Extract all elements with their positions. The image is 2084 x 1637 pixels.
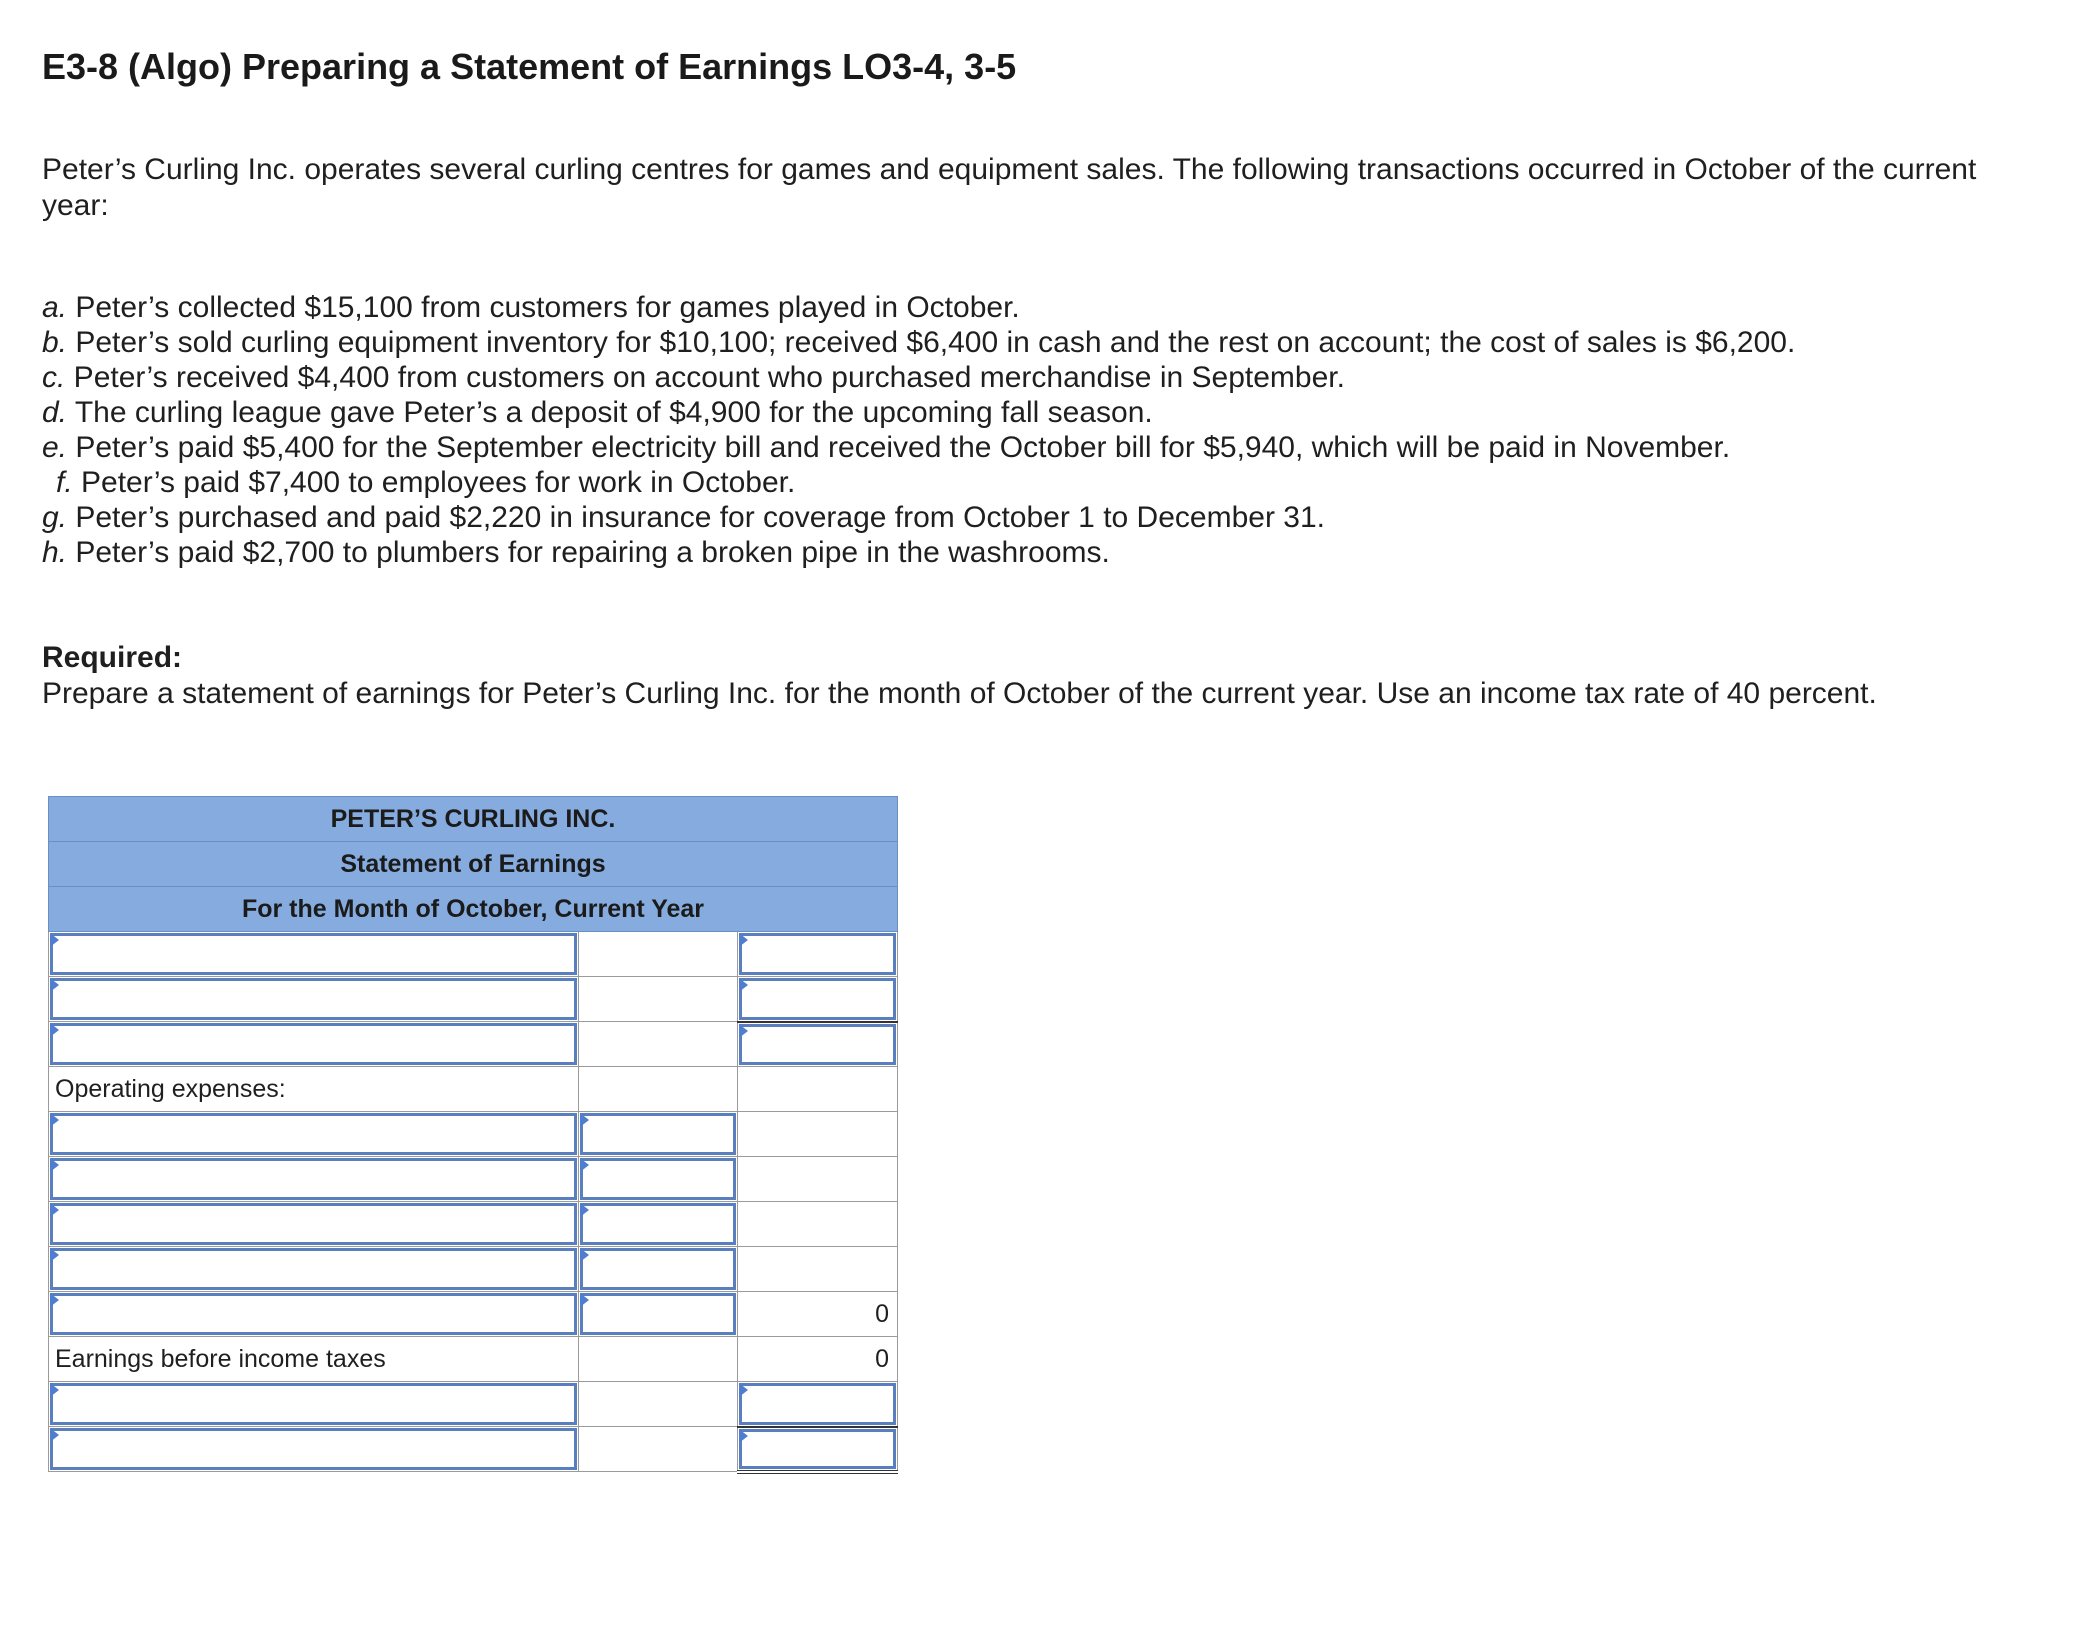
empty-cell xyxy=(738,1157,898,1202)
account-dropdown[interactable] xyxy=(49,932,579,977)
empty-cell xyxy=(579,932,738,977)
empty-cell xyxy=(738,1067,898,1112)
account-dropdown[interactable] xyxy=(49,1427,579,1472)
expense-row xyxy=(49,1292,898,1337)
empty-cell xyxy=(579,1382,738,1427)
empty-cell xyxy=(579,1337,738,1382)
transaction-item: g. Peter’s purchased and paid $2,220 in insurance for coverage from October 1 to December 31. xyxy=(42,501,1325,534)
operating-expenses-row xyxy=(49,1067,898,1112)
amount-input[interactable] xyxy=(579,1157,738,1202)
tax-row xyxy=(49,1382,898,1427)
empty-cell xyxy=(738,1247,898,1292)
account-dropdown[interactable] xyxy=(49,977,579,1022)
account-dropdown[interactable] xyxy=(49,1292,579,1337)
amount-input[interactable] xyxy=(579,1247,738,1292)
company-name: PETER’S CURLING INC. xyxy=(49,797,898,842)
transaction-item: b. Peter’s sold curling equipment inventory for $10,100; received $6,400 in cash and the rest on account; the cost of sales is $6,200. xyxy=(42,326,1796,359)
statement-period: For the Month of October, Current Year xyxy=(49,887,898,932)
transaction-item: h. Peter’s paid $2,700 to plumbers for repairing a broken pipe in the washrooms. xyxy=(42,536,1110,569)
transaction-item: a. Peter’s collected $15,100 from customers for games played in October. xyxy=(42,291,1020,324)
statement-header-row xyxy=(49,887,898,932)
problem-intro: Peter’s Curling Inc. operates several curling centres for games and equipment sales. The following transactions occurred in October of the current year: xyxy=(42,153,1977,222)
earnings-before-taxes-value: 0 xyxy=(738,1337,898,1382)
account-dropdown[interactable] xyxy=(49,1202,579,1247)
transaction-list xyxy=(42,290,1795,570)
statement-of-earnings-table xyxy=(48,796,898,1474)
revenue-row xyxy=(49,977,898,1022)
amount-input[interactable] xyxy=(738,977,898,1022)
amount-input[interactable] xyxy=(738,1427,898,1472)
amount-input[interactable] xyxy=(579,1202,738,1247)
amount-input[interactable] xyxy=(738,1382,898,1427)
required-text: Prepare a statement of earnings for Peter’s Curling Inc. for the month of October of the current year. Use an income tax rate of 40 percent. xyxy=(42,677,1877,710)
operating-expenses-label: Operating expenses: xyxy=(49,1067,579,1112)
empty-cell xyxy=(738,1112,898,1157)
statement-name: Statement of Earnings xyxy=(49,842,898,887)
empty-cell xyxy=(579,977,738,1022)
amount-input[interactable] xyxy=(579,1292,738,1337)
empty-cell xyxy=(579,1427,738,1472)
amount-input[interactable] xyxy=(738,1022,898,1067)
expense-row xyxy=(49,1112,898,1157)
expense-row xyxy=(49,1157,898,1202)
account-dropdown[interactable] xyxy=(49,1022,579,1067)
transaction-item: e. Peter’s paid $5,400 for the September electricity bill and received the October bill for $5,940, which will be paid in November. xyxy=(42,431,1731,464)
account-dropdown[interactable] xyxy=(49,1112,579,1157)
statement-header-row xyxy=(49,797,898,842)
account-dropdown[interactable] xyxy=(49,1247,579,1292)
problem-title: E3-8 (Algo) Preparing a Statement of Earnings LO3-4, 3-5 xyxy=(42,46,1017,87)
account-dropdown[interactable] xyxy=(49,1157,579,1202)
required-heading: Required: xyxy=(42,641,183,674)
empty-cell xyxy=(579,1022,738,1067)
transaction-item: c. Peter’s received $4,400 from customers on account who purchased merchandise in September. xyxy=(42,361,1345,394)
empty-cell xyxy=(738,1202,898,1247)
earnings-before-taxes-row xyxy=(49,1337,898,1382)
transaction-item: f. Peter’s paid $7,400 to employees for work in October. xyxy=(56,466,796,499)
earnings-before-taxes-label: Earnings before income taxes xyxy=(49,1337,579,1382)
net-earnings-row xyxy=(49,1427,898,1472)
amount-input[interactable] xyxy=(738,932,898,977)
amount-input[interactable] xyxy=(579,1112,738,1157)
transaction-item: d. The curling league gave Peter’s a deposit of $4,900 for the upcoming fall season. xyxy=(42,396,1153,429)
expense-row xyxy=(49,1202,898,1247)
statement-header-row xyxy=(49,842,898,887)
expense-row xyxy=(49,1247,898,1292)
revenue-row xyxy=(49,932,898,977)
empty-cell xyxy=(579,1067,738,1112)
revenue-row xyxy=(49,1022,898,1067)
account-dropdown[interactable] xyxy=(49,1382,579,1427)
total-operating-expenses: 0 xyxy=(738,1292,898,1337)
